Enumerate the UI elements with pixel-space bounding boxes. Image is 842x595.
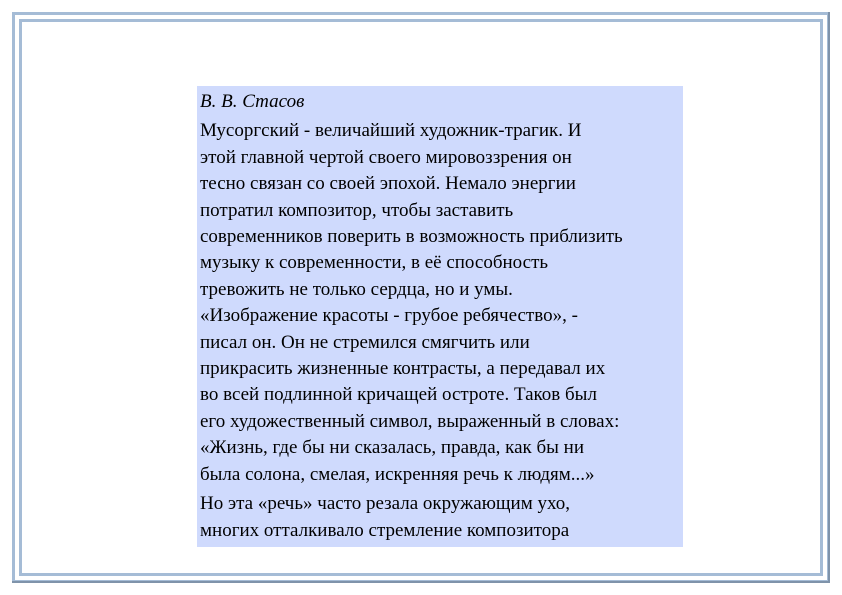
text-line: была солона, смелая, искренняя речь к людям...» xyxy=(200,463,595,485)
text-line: писал он. Он не стремился смягчить или xyxy=(200,331,530,353)
text-line: музыку к современности, в её способность xyxy=(200,252,549,274)
paragraph-2 xyxy=(200,491,683,544)
text-line: этой главной чертой своего мировоззрения он xyxy=(200,146,572,168)
text-line: тесно связан со своей эпохой. Немало энергии xyxy=(200,173,576,195)
text-line: во всей подлинной кричащей остроте. Таков был xyxy=(200,384,597,406)
author-name: В. В. Стасов xyxy=(200,91,305,112)
text-line: многих отталкивало стремление композитора xyxy=(200,519,570,541)
text-line: тревожить не только сердца, но и умы. xyxy=(200,278,513,300)
text-line: Но эта «речь» часто резала окружающим ухо, xyxy=(200,493,571,515)
text-line: потратил композитор, чтобы заставить xyxy=(200,199,514,221)
text-line: Мусоргский - величайший художник-трагик. И xyxy=(200,120,582,142)
quote-text-box xyxy=(197,86,683,547)
text-line: его художественный символ, выраженный в словах: xyxy=(200,410,620,432)
text-line: «Жизнь, где бы ни сказалась, правда, как бы ни xyxy=(200,437,584,459)
text-line: современников поверить в возможность приблизить xyxy=(200,226,623,248)
paragraph-1 xyxy=(200,118,683,488)
text-line: «Изображение красоты - грубое ребячество», - xyxy=(200,305,578,327)
text-line: прикрасить жизненные контрасты, а передавал их xyxy=(200,358,606,380)
